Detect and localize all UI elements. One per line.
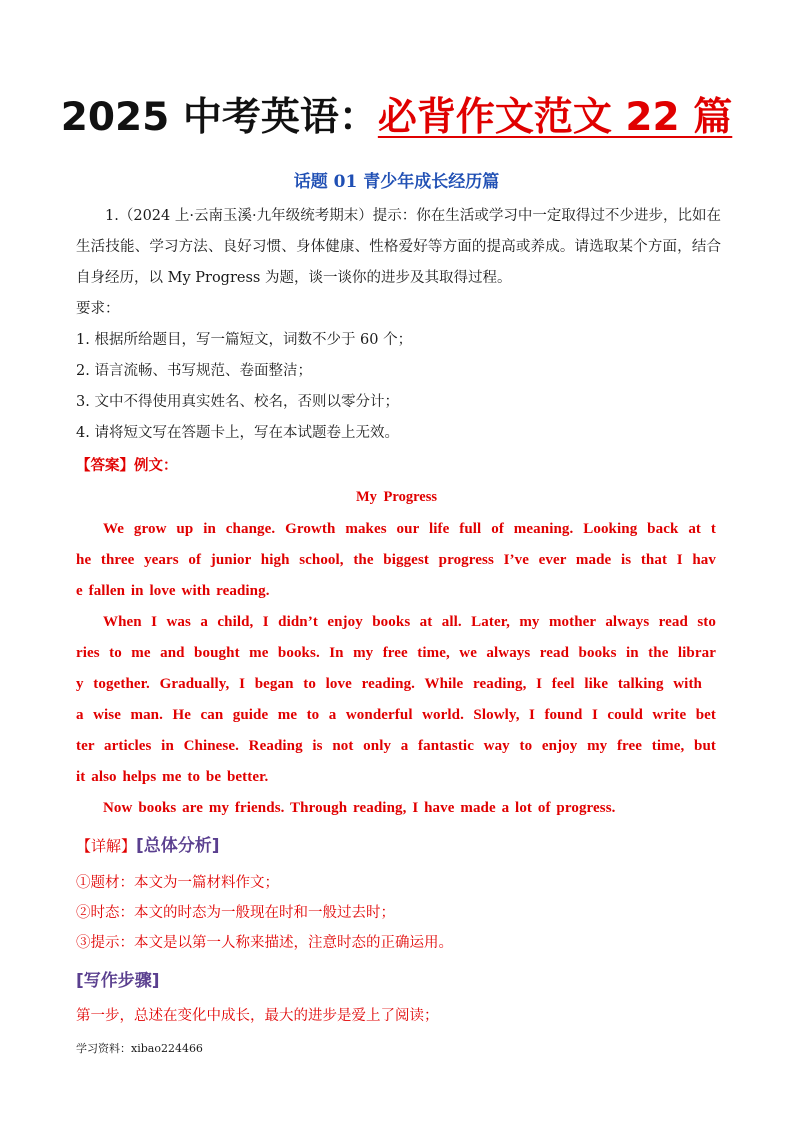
writing-step: 第一步，总述在变化中成长，最大的进步是爱上了阅读； xyxy=(76,1008,439,1024)
writing-steps-heading: [写作步骤] xyxy=(76,971,160,991)
requirement-item: 1. 根据所给题目，写一篇短文，词数不少于 60 个； xyxy=(76,332,413,348)
essay-line: When I was a child, I didn’t enjoy books at all. Later, my mother always read sto xyxy=(103,614,716,630)
requirement-item: 4. 请将短文写在答题卡上，写在本试题卷上无效。 xyxy=(76,425,399,441)
essay-line: e fallen in love with reading. xyxy=(76,583,270,599)
overall-analysis-heading: [总体分析] xyxy=(136,836,220,856)
requirements-label: 要求： xyxy=(76,301,120,317)
prompt-text: 1.（2024 上·云南玉溪·九年级统考期末）提示：你在生活或学习中一定取得过不少进步，比如在生活技能、学习方法、良好习惯、身体健康、性格爱好等方面的提高或养成。请选取某个方面，结合自身经历，以 My Progress 为题，谈一谈你的进步及其取得过程。 xyxy=(76,208,721,286)
analysis-note: ③提示：本文是以第一人称来描述，注意时态的正确运用。 xyxy=(76,935,453,951)
analysis-note: ②时态：本文的时态为一般现在时和一般过去时； xyxy=(76,905,395,921)
essay-line: a wise man. He can guide me to a wonderful world. Slowly, I found I could write bet xyxy=(76,707,716,723)
topic-title: 话题 01 青少年成长经历篇 xyxy=(293,172,500,192)
essay-line: Now books are my friends. Through reading, I have made a lot of progress. xyxy=(103,800,616,816)
essay-line: it also helps me to be better. xyxy=(76,769,269,785)
essay-line: he three years of junior high school, the biggest progress I’ve ever made is that I hav xyxy=(76,552,716,568)
prompt-paragraph xyxy=(76,201,721,294)
detail-bracket-label: 【详解】 xyxy=(76,837,137,855)
main-title-black: 2025 中考英语： xyxy=(60,95,378,140)
essay-line: ries to me and bought me books. In my free time, we always read books in the librar xyxy=(76,645,716,661)
essay-line: y together. Gradually, I began to love reading. While reading, I feel like talking with xyxy=(76,676,702,692)
answer-label: 【答案】例文： xyxy=(76,458,178,474)
essay-line: ter articles in Chinese. Reading is not only a fantastic way to enjoy my free time, but xyxy=(76,738,716,754)
detail-label xyxy=(76,833,220,859)
essay-line: We grow up in change. Growth makes our life full of meaning. Looking back at t xyxy=(103,521,716,537)
footer-text: 学习资料：xibao224466 xyxy=(76,1042,203,1055)
main-title xyxy=(0,92,793,144)
requirement-item: 3. 文中不得使用真实姓名、校名，否则以零分计； xyxy=(76,394,399,410)
analysis-note: ①题材：本文为一篇材料作文； xyxy=(76,875,279,891)
main-title-red: 必背作文范文 22 篇 xyxy=(377,95,733,140)
requirement-item: 2. 语言流畅、书写规范、卷面整洁； xyxy=(76,363,312,379)
essay-title: My Progress xyxy=(356,489,437,505)
